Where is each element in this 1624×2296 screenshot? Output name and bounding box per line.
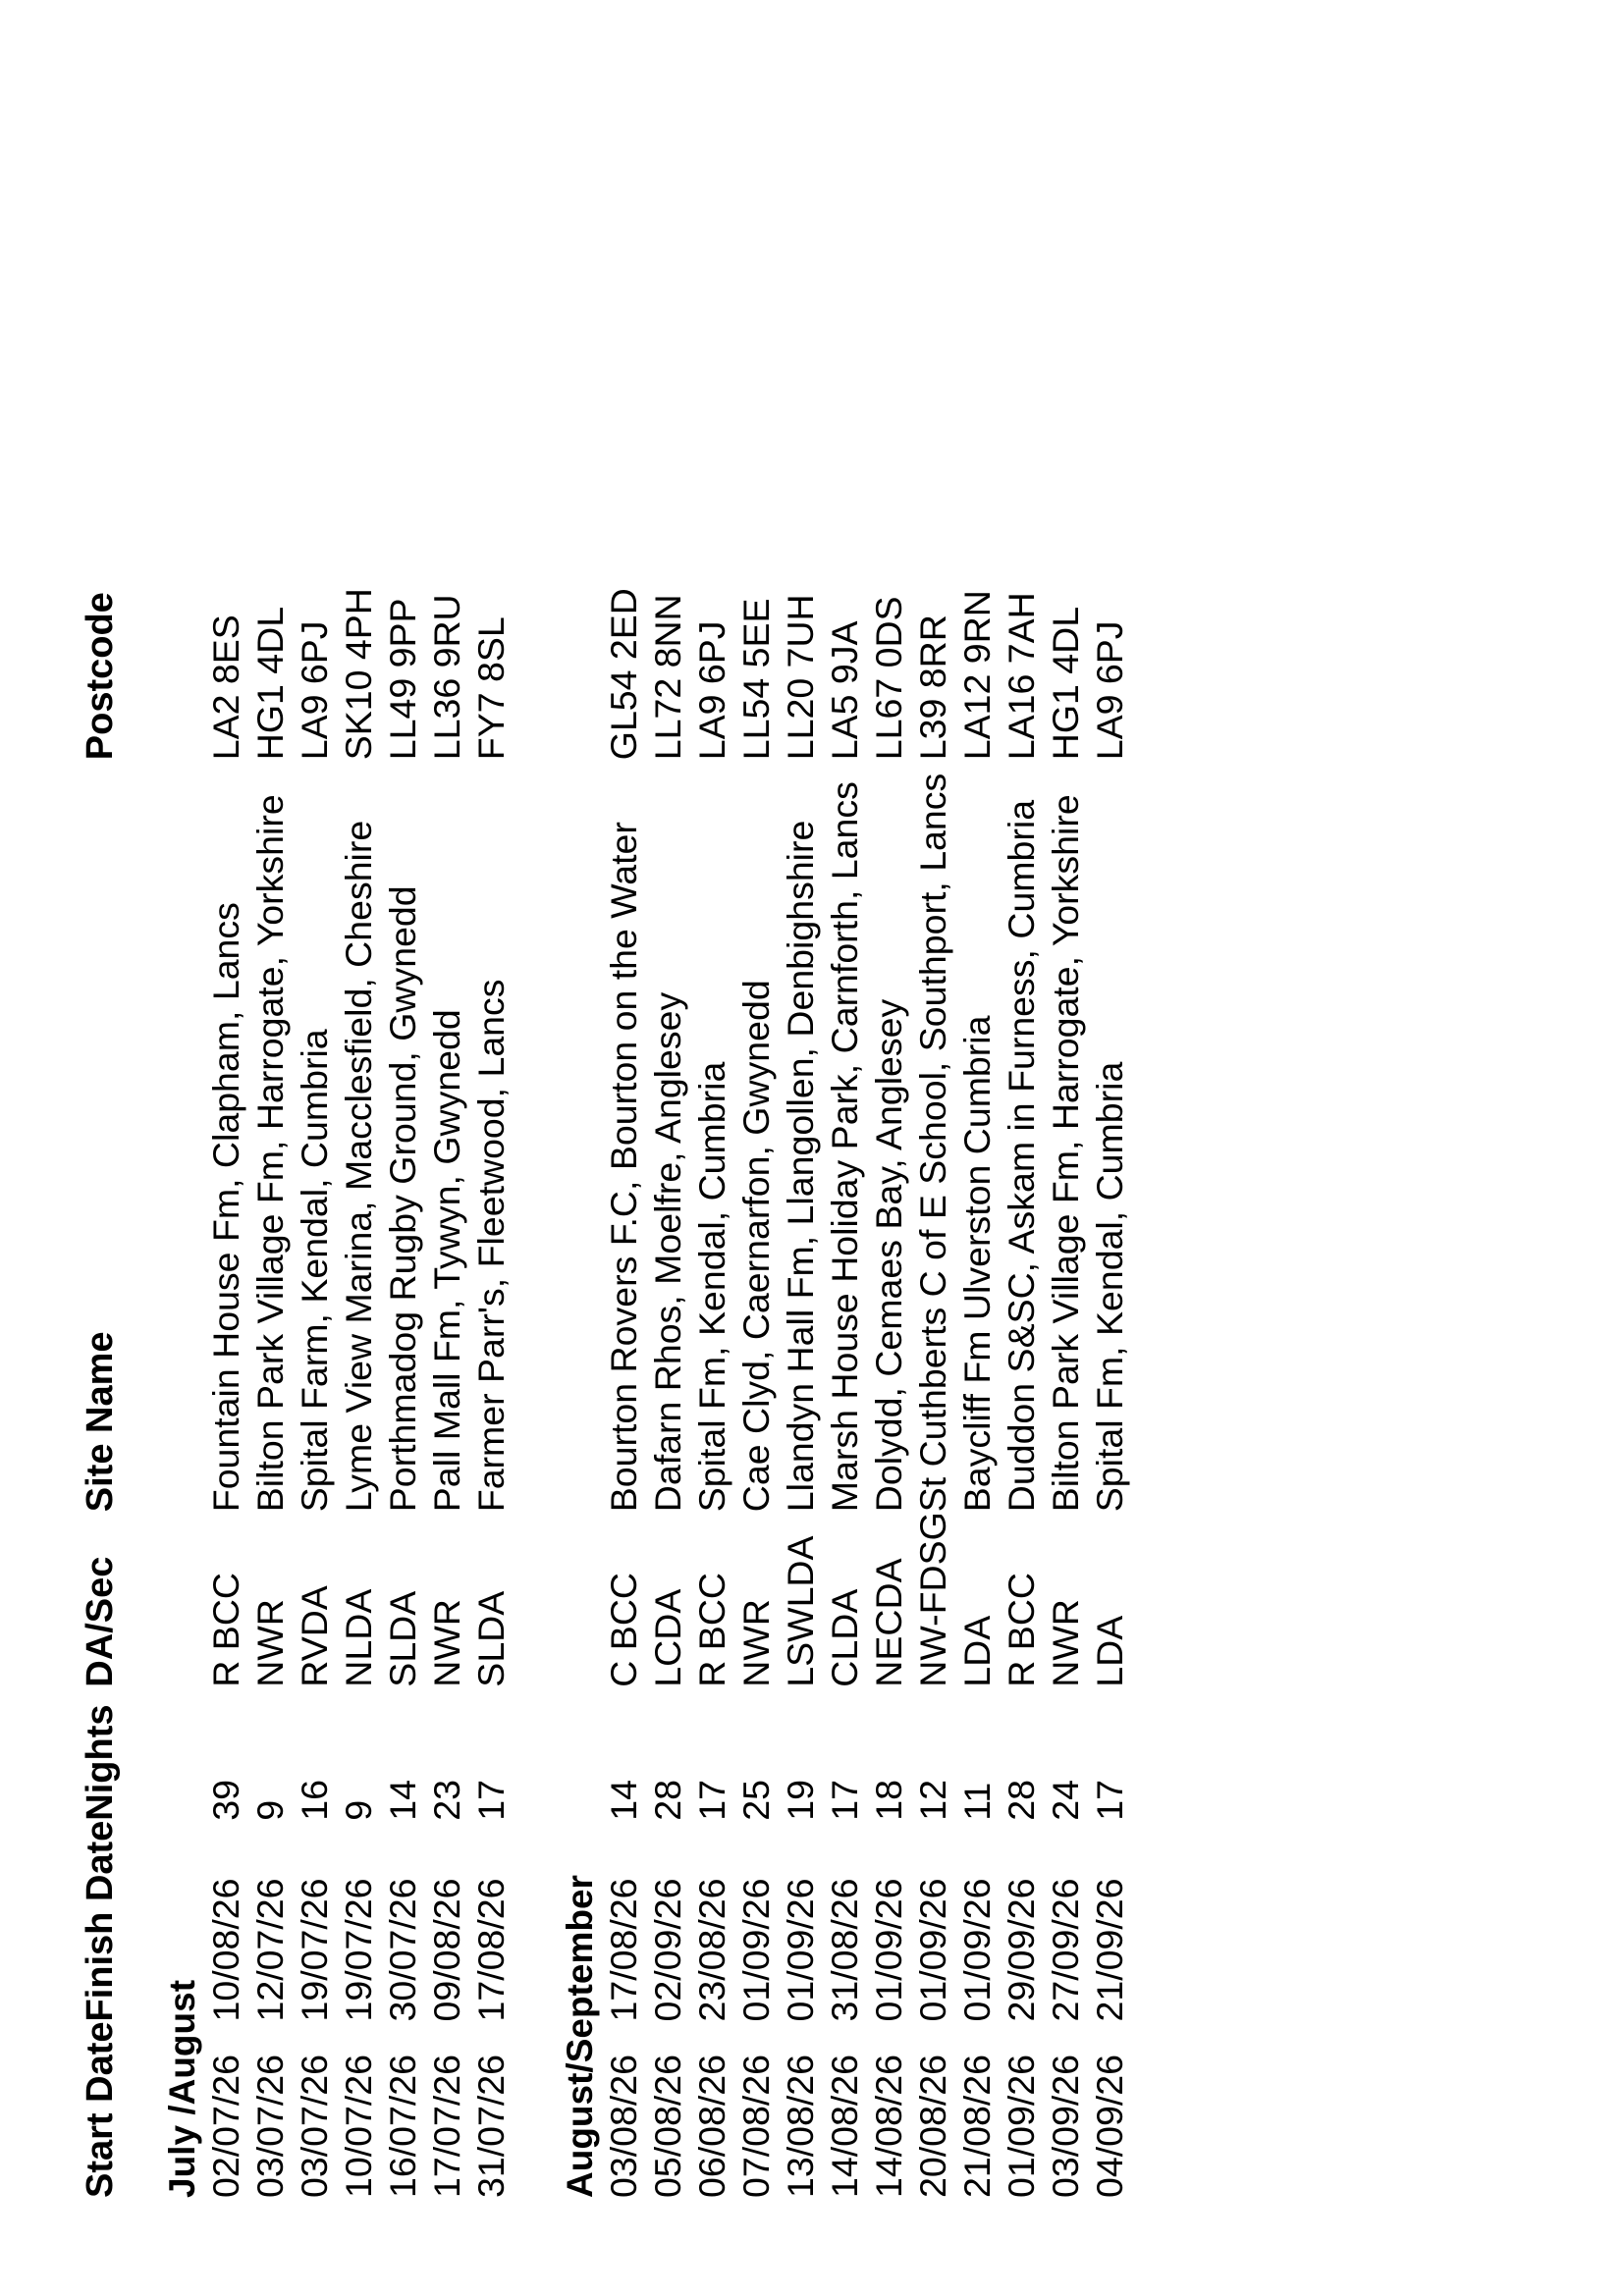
cell-finish-date: 01/09/26	[868, 1878, 909, 2022]
cell-postcode: LL36 9RU	[426, 594, 467, 761]
table-row	[381, 534, 425, 2198]
cell-nights: 11	[956, 1782, 998, 1821]
cell-da-sec: NWR	[249, 1599, 291, 1687]
header-da-sec: DA/Sec	[80, 1556, 121, 1687]
cell-start-date: 05/08/26	[647, 2055, 688, 2198]
table-row	[823, 534, 867, 2198]
cell-finish-date: 01/09/26	[956, 1878, 998, 2022]
cell-nights: 28	[647, 1779, 688, 1821]
cell-nights: 24	[1045, 1779, 1086, 1821]
cell-postcode: LA12 9RN	[956, 590, 998, 761]
cell-nights: 9	[338, 1799, 379, 1821]
cell-postcode: HG1 4DL	[249, 606, 291, 761]
cell-finish-date: 31/08/26	[824, 1878, 865, 2022]
header-site-name: Site Name	[80, 1331, 121, 1513]
cell-nights: 25	[735, 1779, 777, 1821]
table-row	[779, 534, 823, 2198]
cell-da-sec: R BCC	[691, 1573, 732, 1687]
cell-postcode: LL20 7UH	[780, 594, 821, 761]
cell-da-sec: NW-FDSG	[912, 1512, 953, 1687]
cell-start-date: 07/08/26	[735, 2055, 777, 2198]
cell-da-sec: NWR	[426, 1599, 467, 1687]
cell-finish-date: 29/09/26	[1001, 1878, 1042, 2022]
cell-postcode: SK10 4PH	[338, 588, 379, 761]
rally-schedule	[79, 58, 1132, 2198]
cell-site-name: Dolydd, Cemaes Bay, Anglesey	[868, 998, 909, 1513]
cell-finish-date: 19/07/26	[294, 1878, 335, 2022]
cell-site-name: Llandyn Hall Fm, Llangollen, Denbighshire	[780, 820, 821, 1513]
cell-finish-date: 21/09/26	[1089, 1878, 1130, 2022]
cell-da-sec: SLDA	[470, 1590, 512, 1687]
cell-site-name: Bilton Park Village Fm, Harrogate, Yorkshire	[1045, 794, 1086, 1513]
cell-postcode: L39 8RR	[912, 614, 953, 761]
header-start-date: Start Date	[80, 2021, 121, 2198]
cell-finish-date: 09/08/26	[426, 1878, 467, 2022]
cell-start-date: 14/08/26	[868, 2055, 909, 2198]
table-row	[734, 534, 779, 2198]
header-nights: Nights	[80, 1704, 121, 1821]
cell-postcode: HG1 4DL	[1045, 606, 1086, 761]
cell-postcode: LL54 5EE	[735, 598, 777, 761]
cell-start-date: 17/07/26	[426, 2055, 467, 2198]
cell-da-sec: NWR	[1045, 1599, 1086, 1687]
cell-finish-date: 17/08/26	[603, 1878, 644, 2022]
spacer	[514, 534, 558, 2198]
table-row	[646, 534, 690, 2198]
cell-site-name: Spital Farm, Kendal, Cumbria	[294, 1029, 335, 1513]
cell-start-date: 01/09/26	[1001, 2055, 1042, 2198]
table-row	[602, 534, 646, 2198]
cell-site-name: Baycliff Fm Ulverston Cumbria	[956, 1015, 998, 1513]
cell-start-date: 04/09/26	[1089, 2055, 1130, 2198]
cell-nights: 19	[780, 1779, 821, 1821]
table-row	[248, 534, 293, 2198]
header-postcode: Postcode	[80, 592, 121, 761]
header-finish-date: Finish Date	[80, 1820, 121, 2022]
cell-postcode: LL67 0DS	[868, 596, 909, 761]
schedule-body	[137, 534, 1132, 2198]
table-row	[955, 534, 1000, 2198]
cell-da-sec: LCDA	[647, 1588, 688, 1687]
cell-nights: 17	[470, 1779, 512, 1821]
table-row	[867, 534, 911, 2198]
cell-postcode: FY7 8SL	[470, 616, 512, 761]
cell-site-name: Spital Fm, Kendal, Cumbria	[691, 1061, 732, 1513]
cell-site-name: Bourton Rovers F.C, Bourton on the Water	[603, 822, 644, 1513]
section-title: July /August	[162, 1979, 202, 2198]
cell-nights: 17	[1089, 1779, 1130, 1821]
cell-da-sec: LDA	[956, 1615, 998, 1687]
cell-da-sec: CLDA	[824, 1588, 865, 1687]
header-row	[79, 534, 137, 2198]
cell-postcode: GL54 2ED	[603, 588, 644, 761]
cell-da-sec: R BCC	[205, 1573, 246, 1687]
cell-start-date: 03/07/26	[249, 2055, 291, 2198]
cell-site-name: Porthmadog Rugby Ground, Gwynedd	[382, 885, 423, 1513]
cell-nights: 28	[1001, 1779, 1042, 1821]
cell-nights: 14	[603, 1779, 644, 1821]
table-row	[690, 534, 734, 2198]
cell-nights: 17	[824, 1779, 865, 1821]
section-title: August/September	[560, 1875, 600, 2198]
cell-start-date: 16/07/26	[382, 2055, 423, 2198]
cell-start-date: 20/08/26	[912, 2055, 953, 2198]
table-row	[1000, 534, 1044, 2198]
cell-nights: 14	[382, 1779, 423, 1821]
cell-site-name: Farmer Parr's, Fleetwood, Lancs	[470, 979, 512, 1513]
cell-site-name: Spital Fm, Kendal, Cumbria	[1089, 1061, 1130, 1513]
cell-finish-date: 23/08/26	[691, 1878, 732, 2022]
cell-start-date: 02/07/26	[205, 2055, 246, 2198]
table-row	[204, 534, 248, 2198]
cell-postcode: LA2 8ES	[205, 614, 246, 761]
cell-start-date: 31/07/26	[470, 2055, 512, 2198]
table-row	[1044, 534, 1088, 2198]
cell-nights: 16	[294, 1779, 335, 1821]
cell-nights: 17	[691, 1779, 732, 1821]
cell-start-date: 06/08/26	[691, 2055, 732, 2198]
cell-postcode: LA9 6PJ	[691, 620, 732, 761]
cell-da-sec: LDA	[1089, 1615, 1130, 1687]
cell-nights: 23	[426, 1779, 467, 1821]
cell-site-name: Bilton Park Village Fm, Harrogate, Yorkshire	[249, 794, 291, 1513]
cell-finish-date: 30/07/26	[382, 1878, 423, 2022]
cell-postcode: LA9 6PJ	[1089, 620, 1130, 761]
cell-site-name: Pall Mall Fm, Tywyn, Gwynedd	[426, 1009, 467, 1513]
cell-nights: 18	[868, 1779, 909, 1821]
section-heading-row	[558, 534, 602, 2198]
cell-postcode: LA16 7AH	[1001, 592, 1042, 761]
cell-nights: 39	[205, 1779, 246, 1821]
cell-da-sec: SLDA	[382, 1590, 423, 1687]
cell-site-name: Fountain House Fm, Clapham, Lancs	[205, 902, 246, 1513]
cell-site-name: Lyme View Marina, Macclesfield, Cheshire	[338, 820, 379, 1513]
table-row	[337, 534, 381, 2198]
cell-start-date: 14/08/26	[824, 2055, 865, 2198]
cell-finish-date: 01/09/26	[735, 1878, 777, 2022]
table-row	[425, 534, 469, 2198]
cell-finish-date: 19/07/26	[338, 1878, 379, 2022]
cell-postcode: LL72 8NN	[647, 594, 688, 761]
cell-finish-date: 17/08/26	[470, 1878, 512, 2022]
table-row	[911, 534, 955, 2198]
cell-site-name: Cae Clyd, Caernarfon, Gwynedd	[735, 980, 777, 1513]
cell-site-name: Dafarn Rhos, Moelfre, Anglesey	[647, 991, 688, 1513]
cell-da-sec: NECDA	[868, 1558, 909, 1687]
cell-finish-date: 01/09/26	[912, 1878, 953, 2022]
cell-da-sec: NWR	[735, 1599, 777, 1687]
cell-finish-date: 02/09/26	[647, 1878, 688, 2022]
cell-da-sec: NLDA	[338, 1588, 379, 1687]
cell-nights: 12	[912, 1779, 953, 1821]
table-row	[293, 534, 337, 2198]
table-row	[469, 534, 514, 2198]
cell-postcode: LL49 9PP	[382, 598, 423, 761]
spacer	[137, 534, 160, 2198]
cell-da-sec: RVDA	[294, 1585, 335, 1687]
cell-start-date: 03/09/26	[1045, 2055, 1086, 2198]
cell-da-sec: R BCC	[1001, 1573, 1042, 1687]
cell-finish-date: 27/09/26	[1045, 1878, 1086, 2022]
cell-finish-date: 12/07/26	[249, 1878, 291, 2022]
cell-postcode: LA9 6PJ	[294, 620, 335, 761]
cell-finish-date: 01/09/26	[780, 1878, 821, 2022]
cell-start-date: 03/08/26	[603, 2055, 644, 2198]
cell-da-sec: LSWLDA	[780, 1535, 821, 1687]
cell-nights: 9	[249, 1799, 291, 1821]
cell-da-sec: C BCC	[603, 1573, 644, 1687]
schedule-table	[79, 534, 1132, 2198]
cell-start-date: 03/07/26	[294, 2055, 335, 2198]
cell-start-date: 10/07/26	[338, 2055, 379, 2198]
cell-start-date: 21/08/26	[956, 2055, 998, 2198]
cell-postcode: LA5 9JA	[824, 620, 865, 761]
cell-finish-date: 10/08/26	[205, 1878, 246, 2022]
cell-start-date: 13/08/26	[780, 2055, 821, 2198]
cell-site-name: Duddon S&SC, Askam in Furness, Cumbria	[1001, 799, 1042, 1513]
cell-site-name: St Cuthberts C of E School, Southport, Lancs	[912, 773, 953, 1513]
table-row	[1088, 534, 1132, 2198]
cell-site-name: Marsh House Holiday Park, Carnforth, Lancs	[824, 781, 865, 1513]
section-heading-row	[160, 534, 204, 2198]
